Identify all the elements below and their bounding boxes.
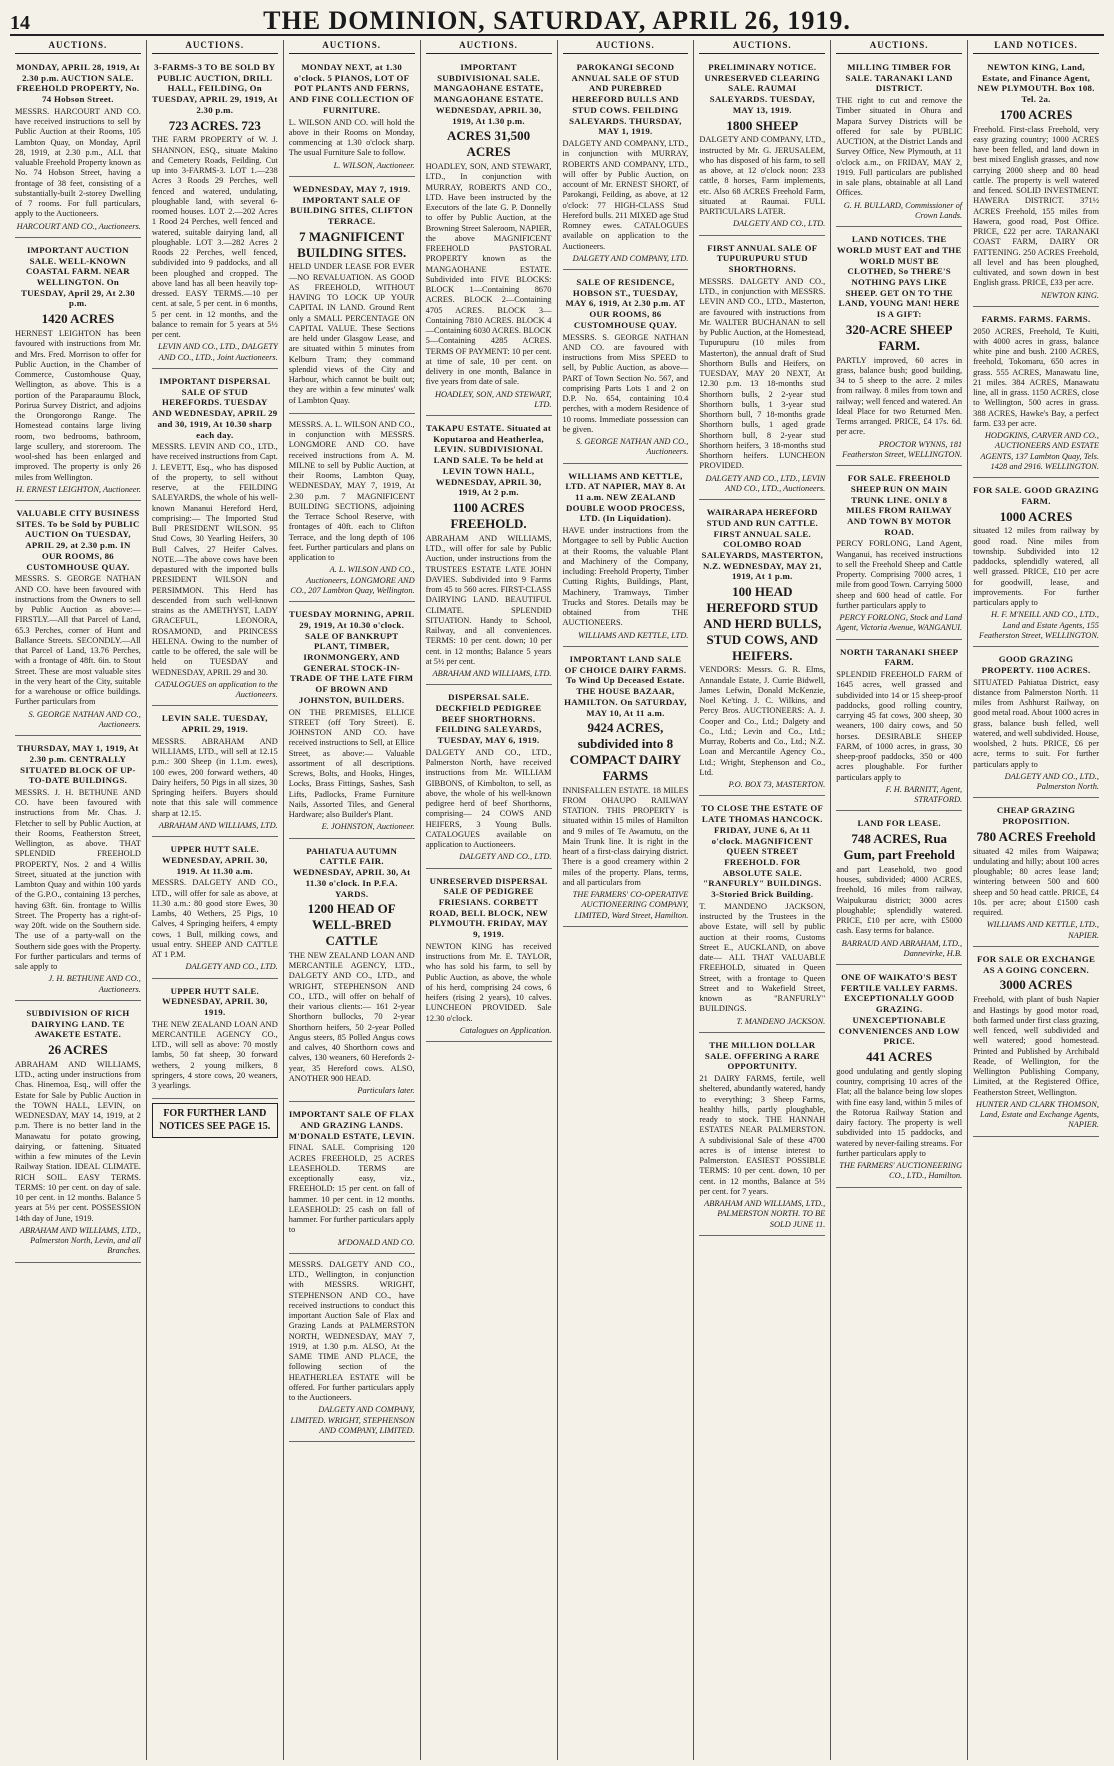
ad-signature: J. H. BETHUNE AND CO., Auctioneers. — [48, 974, 141, 994]
column-heading: AUCTIONS. — [836, 40, 962, 54]
advertisement — [836, 230, 962, 466]
ad-body: THE right to cut and remove the Timber situated in Ohura and Mapara Survey Districts will be offered for sale by PUBLIC AUCTION, at the District Lands and Survey Office, New Plymouth, at 11 o'clock a.m., on FRIDAY, MAY 2, 1919. Full particulars are published in sale plans, obtainable at all Land Offices. — [836, 96, 963, 198]
ad-heading: IMPORTANT SALE OF FLAX AND GRAZING LANDS. M'DONALD ESTATE, LEVIN. — [288, 1109, 415, 1141]
ad-heading: UPPER HUTT SALE. WEDNESDAY, APRIL 30, 1919. At 11.30 a.m. — [162, 844, 268, 876]
advertisement — [563, 58, 689, 270]
ad-heading: FOR SALE. GOOD GRAZING FARM. — [973, 485, 1099, 506]
ad-feature-line: 320-ACRE SHEEP FARM. — [845, 321, 953, 353]
ad-body: THE FARM PROPERTY of W. J. SHANNON, ESQ., situate Makino and Cemetery Roads, Feilding. Cut up into 3-FARMS-3. LOT 1.—238 Acres 3 Roods 29 Perches, well fenced and watered, undulating, ploughable land, with several 6-roomed houses. LOT 2.—202 Acres 1 Rood 24 Perches, well fenced and watered, suitable dairying land, all ploughable. LOT 3.—282 Acres 2 Roods 22 Perches, well fenced, subdivided into 9 paddocks, and all been ploughed and cropped. The above land has all been heavily top-dressed. EASY TERMS.—10 per cent. at sale, 5 per cent. in 6 months, 5 per cent. in 12 months, and the balance to remain for 5 years at 5½ per cent. — [151, 135, 278, 340]
ad-feature-line: 9424 ACRES, subdivided into 8 COMPACT DAIRY FARMS — [569, 720, 682, 783]
ad-heading: WILLIAMS AND KETTLE, LTD. AT NAPIER, MAY 8. At 11 a.m. NEW ZEALAND DOUBLE WOOD PROCESS, LTD. (In Liquidation). — [565, 470, 686, 524]
advertisement — [426, 419, 552, 685]
column-7 — [831, 40, 968, 1760]
ad-signature: NEWTON KING. — [1040, 290, 1099, 300]
ad-heading: PRELIMINARY NOTICE. UNRESERVED CLEARING SALE. RAUMAI SALEYARDS. TUESDAY, MAY 13, 1919. — [704, 61, 821, 115]
advertisement — [152, 840, 278, 978]
ad-body: DALGETY AND COMPANY, LTD., instructed by Mr. G. JERUSALEM, who has disposed of his farm, to sell as above, at 12 o'clock noon: 233 cattle, 8 horses, Farm implements, etc. Also 68 ACRES Freehold Farm, situated at Raumai. FULL PARTICULARS LATER. — [699, 135, 826, 217]
ad-feature-line: 1100 ACRES FREEHOLD. — [450, 500, 527, 531]
ad-heading: TO CLOSE THE ESTATE OF LATE THOMAS HANCOCK. FRIDAY, JUNE 6, At 11 o'clock. MAGNIFICENT QUEEN STREET FREEHOLD. FOR ABSOLUTE SALE. "RANFURLY" BUILDINGS. 3-Storied Brick Building. — [701, 803, 824, 900]
ad-heading: ONE OF WAIKATO'S BEST FERTILE VALLEY FARMS. EXCEPTIONALLY GOOD GRAZING. UNEXCEPTIONABLE CONVENIENCES AND LOW PRICE. — [838, 972, 960, 1047]
ad-body: DALGETY AND CO., LTD., Palmerston North, have received instructions from Mr. WILLIAM GIBBONS, of Kimbolton, to sell, as above, the whole of his well-known pedigree herd of beef Shorthorns, comprising— 24 COWS AND HEIFERS, 3 Young Bulls. CATALOGUES available on application to Auctioneers. — [425, 747, 552, 850]
ad-feature-line: 723 ACRES. 723 — [168, 117, 261, 133]
ad-body: MESSRS. LEVIN AND CO., LTD., have received instructions from Capt. J. LEVETT, Esq., who has disposed of the property, to sell without reserve, at the FEILDING SALEYARDS, the whole of his well-known Mananui Hereford Herd, comprising:— The Imported Stud Bull PRESIDENT WILSON. 95 Stud Cows, 30 Yearling Heifers, 30 Bull Calves, 27 Heifer Calves. NOTE.—The above cows have been depastured with the imported bulls PRESIDENT WILSON and PERSIMMON. This Herd has descended from such well-known strains as the AMETHYST, LADY GRACEFUL, LEONORA, ROSAMOND, and PRINCESS HELENA. Owing to the number of cattle to be offered, the sale will be held on TUESDAY and WEDNESDAY, APRIL 29 and 30. — [151, 442, 278, 677]
ad-body: MESSRS. HARCOURT AND CO. have received instructions to sell by Public Auction at their Rooms, 105 Lambton Quay, on Monday, April 28, 1919, at 2.30 p.m., ALL that valuable Freehold Property known as No. 74 Hobson Street, having a frontage of 38 feet, consisting of a substantially-built 2-storey Dwelling of 7 rooms. For full particulars, apply to the Auctioneers. — [15, 106, 141, 219]
ad-heading: NEWTON KING, Land, Estate, and Finance Agent, NEW PLYMOUTH. Box 108. Tel. 2a. — [977, 61, 1095, 105]
masthead — [10, 6, 1104, 36]
ad-heading: 3-FARMS-3 TO BE SOLD BY PUBLIC AUCTION, DRILL HALL, FEILDING, On TUESDAY, APRIL 29, 1919, At 2.30 p.m. — [152, 61, 278, 115]
ad-heading: TUESDAY MORNING, APRIL 29, 1919, At 10.30 o'clock. SALE OF BANKRUPT PLANT, TIMBER, IRONMONGERY, AND GENERAL STOCK-IN-TRADE OF THE LATE FIRM OF BROWN AND JOHNSTON, BUILDERS. — [288, 609, 415, 705]
ad-signature: PERCY FORLONG, Stock and Land Agent, Victoria Avenue, WANGANUI. — [836, 613, 963, 633]
ad-heading: LAND FOR LEASE. — [857, 818, 941, 829]
ad-signature: LEVIN AND CO., LTD., DALGETY AND CO., LTD., Joint Auctioneers. — [158, 342, 278, 362]
ad-heading: LEVIN SALE. TUESDAY, APRIL 29, 1919. — [161, 713, 268, 735]
ad-body: MESSRS. DALGETY AND CO., LTD., will offer for sale as above, at 11.30 a.m.: 80 good store Ewes, 30 Lambs, 40 Wethers, 25 Pigs, 10 Calves, 4 Springing heifers, 4 empty cows, 1 Bull, milking cows, and usual entry. SHEEP AND CATTLE AT 1 P.M. — [151, 878, 278, 960]
advertisement — [289, 58, 415, 177]
advertisement — [836, 643, 962, 812]
newspaper-title: THE DOMINION, SATURDAY, APRIL 26, 1919. — [263, 6, 851, 35]
ad-signature: DALGETY AND CO., LTD. — [732, 219, 826, 229]
ad-body: situated 42 miles from Waipawa; undulating and hilly; about 100 acres ploughable; 80 acres lease land; wintering between 500 and 600 sheep and 50 head cattle. PRICE, £4 10s. per acre; about £1500 cash required. — [973, 846, 1099, 918]
ad-heading: IMPORTANT AUCTION SALE. WELL-KNOWN COASTAL FARM. NEAR WELLINGTON. On TUESDAY, April 29, At 2.30 p.m. — [20, 244, 135, 309]
advertisement — [426, 688, 552, 868]
ad-feature-line: 1800 SHEEP — [726, 117, 799, 133]
ad-signature: ABRAHAM AND WILLIAMS, LTD. — [432, 669, 552, 678]
advertisement — [152, 709, 278, 837]
ad-body: NEWTON KING has received instructions from Mr. E. TAYLOR, who has sold his farm, to sell by Public Auction, as above, the whole of his herd, comprising 24 cows, 6 heifers (rising 2 years), 10 calves. LUNCHEON PROVIDED. Sale 12.30 o'clock. — [425, 941, 552, 1023]
ad-body: DALGETY AND COMPANY, LTD., in conjunction with MURRAY, ROBERTS AND COMPANY, LTD., will offer by Public Auction, on account of Mr. ERNEST SHORT, of Parokangi, Feilding, as above, at 12 o'clock: 77 HIGH-CLASS Stud Hereford bulls. 211 MIXED age Stud Romney ewes. CATALOGUES available on application to the Auctioneers. — [562, 139, 689, 251]
ad-body: MESSRS. S. GEORGE NATHAN AND CO. are favoured with instructions from Miss SPEED to sell, by Public Auction, as above— PART of Town Section No. 567, and comprising Parts Lots 1 and 2 on D.P. No. 654, containing 10.4 perches, with a modern Residence of 10 rooms. Immediate possession can be given. — [562, 332, 689, 434]
advertisement — [699, 1036, 825, 1236]
ad-body: PARTLY improved, 60 acres in grass, balance bush; good building, 34 to 5 sheep to the acre. 2 miles from railway. 8 miles from town and railway; well fenced and watered. An Ideal Place for two Returned Men. Terms arranged. PRICE, £4 17s. 6d. per acre. — [836, 355, 963, 437]
ad-feature-line: 7 MAGNIFICENT BUILDING SITES. — [297, 228, 407, 260]
column-1 — [10, 40, 147, 1760]
advertisement — [699, 503, 825, 796]
ad-signature: HARCOURT AND CO., Auctioneers. — [16, 221, 141, 231]
advertisement — [289, 180, 415, 414]
land-notices-footer: FOR FURTHER LAND NOTICES SEE PAGE 15. — [152, 1103, 278, 1137]
advertisement — [836, 469, 962, 640]
ad-feature-line: ACRES 31,500 ACRES — [447, 128, 531, 160]
ad-signature: A. L. WILSON AND CO., Auctioneers, LONGMORE AND CO., 207 Lambton Quay, Wellington. — [290, 565, 415, 595]
ad-signature: H. F. M'NEILL AND CO., LTD., Land and Estate Agents, 155 Featherston Street, WELLINGTON. — [978, 610, 1099, 640]
ad-body: PERCY FORLONG, Land Agent, Wanganui, has received instructions to sell the Freehold Sheep and Cattle Property. Comprising 7000 acres, 1 mile from good Town. Carrying 5000 sheep and 600 head of cattle. For further particulars apply to — [836, 539, 963, 610]
advertisement — [152, 58, 278, 369]
column-5 — [558, 40, 695, 1760]
advertisement — [289, 1257, 415, 1442]
ad-signature: HUNTER AND CLARK THOMSON, Land, Estate and Exchange Agents, NAPIER. — [975, 1099, 1099, 1130]
advertisement — [836, 968, 962, 1188]
ad-heading: SUBDIVISION OF RICH DAIRYING LAND. TE AWAKETE ESTATE. — [26, 1007, 130, 1040]
ad-signature: H. ERNEST LEIGHTON, Auctioneer. — [16, 484, 141, 494]
ad-feature-line: 441 ACRES — [866, 1049, 933, 1065]
ad-feature-line: 1200 HEAD OF WELL-BRED CATTLE — [307, 901, 396, 948]
advertisement — [973, 58, 1099, 307]
advertisement — [152, 982, 278, 1100]
ad-signature: Catalogues on Application. — [459, 1025, 552, 1035]
ad-signature: DALGETY AND COMPANY, LIMITED. WRIGHT, STEPHENSON AND COMPANY, LIMITED. — [290, 1405, 415, 1435]
ad-heading: VALUABLE CITY BUSINESS SITES. To be Sold by PUBLIC AUCTION On TUESDAY, APRIL 29, at 2.30 p.m. IN OUR ROOMS, 86 CUSTOMHOUSE QUAY. — [16, 508, 140, 572]
ad-body: MESSRS. A. L. WILSON AND CO., in conjunction with MESSRS. LONGMORE AND CO. have received instructions from A. M. MILNE to sell by Public Auction, at their Rooms, Lambton Quay, WEDNESDAY, MAY 7, 1919, At 2.30 p.m. 7 MAGNIFICENT BUILDING SECTIONS, adjoining the Terrace School Reserve, with frontages of 40ft. each to Clifton Terrace, and the long depth of 106 feet. Further particulars and plans on application to — [288, 419, 415, 563]
ad-heading: GOOD GRAZING PROPERTY. 1100 ACRES. — [981, 654, 1091, 675]
ad-signature: THE FARMERS' AUCTIONEERING CO., LTD., Hamilton. — [839, 1161, 963, 1181]
ad-signature: DALGETY AND CO., LTD. — [459, 852, 552, 862]
ad-signature: WILLIAMS AND KETTLE, LTD. — [578, 630, 689, 640]
advertisement — [699, 58, 825, 236]
advertisement — [15, 739, 141, 1001]
advertisement — [289, 417, 415, 602]
ad-body: T. MANDENO JACKSON, instructed by the Trustees in the above Estate, will sell by public auction at their rooms, Customs Street E., AUCKLAND, on above date— ALL THAT VALUABLE FREEHOLD, situated in Queen Street, with a frontage to Queen Street and to Wakefield Street, known as "RANFURLY" BUILDINGS. — [699, 901, 826, 1014]
column-3 — [284, 40, 421, 1760]
advertisement — [15, 504, 141, 736]
ad-signature: HOADLEY, SON, AND STEWART, LTD. — [434, 389, 552, 409]
advertisement — [836, 814, 962, 965]
ad-heading: MONDAY, APRIL 28, 1919, At 2.30 p.m. AUCTION SALE. FREEHOLD PROPERTY, No. 74 Hobson Street. — [16, 61, 140, 105]
advertisement — [289, 842, 415, 1103]
advertisement — [973, 801, 1099, 947]
ad-heading: CHEAP GRAZING PROPOSITION. — [996, 805, 1076, 827]
ad-body: MESSRS. ABRAHAM AND WILLIAMS, LTD., will sell at 12.15 p.m.: 300 Sheep (in 1.1.m. ewes), 100 ewes, 200 forward wethers, 40 Dairy heifers, 50 Pigs in all sizes, 30 Springing heifers. Buyers should note that this sale will commence sharp at 12.15. — [151, 736, 278, 818]
ad-feature-line: 1420 ACRES — [41, 311, 115, 327]
ad-signature: ABRAHAM AND WILLIAMS, LTD. — [158, 820, 278, 830]
ad-signature: DALGETY AND COMPANY, LTD. — [572, 253, 689, 263]
ad-feature-line: 780 ACRES Freehold — [976, 828, 1096, 844]
ad-body: HAVE under instructions from the Mortgagee to sell by Public Auction at their Rooms, the valuable Plant and Machinery of the Company, including: Freehold Property, Timber Cutting Rights, Buildings, Plant, Machinery, Tramways, Timber Trucks and Stores. Details may be obtained from THE AUCTIONEERS. — [562, 526, 689, 628]
ad-heading: FARMS. FARMS. FARMS. — [981, 313, 1091, 324]
column-6 — [694, 40, 831, 1760]
ad-signature: HODGKINS, CARVER AND CO., AUCTIONEERS AND ESTATE AGENTS, 137 Lambton Quay, Tels. 1428 and 2916. WELLINGTON. — [980, 431, 1099, 471]
ad-signature: CATALOGUES on application to the Auctioneers. — [154, 679, 278, 700]
ad-heading: FOR SALE. FREEHOLD SHEEP RUN ON MAIN TRUNK LINE. ONLY 8 MILES FROM RAILWAY AND TOWN BY MOTOR ROAD. — [846, 473, 953, 537]
ad-heading: LAND NOTICES. THE WORLD MUST EAT and THE WORLD MUST BE CLOTHED, So THERE'S NOTHING PAYS LIKE SHEEP. GET ON TO THE LAND, YOUNG MAN! HERE IS A GIFT: — [836, 234, 962, 320]
ad-body: good undulating and gently sloping country, comprising 10 acres of the Flat; all the balance being low slopes with fine easy land, within 5 miles of the Rotorua Railway Station and dairy factory. The property is well subdivided into 15 paddocks, and watered by never-failing streams. For further particulars apply to — [836, 1066, 963, 1158]
ad-heading: WAIRARAPA HEREFORD STUD AND RUN CATTLE. FIRST ANNUAL SALE. COLOMBO ROAD SALEYARDS, MASTERTON, N.Z. WEDNESDAY, MAY 21, 1919, At 1 p.m. — [701, 507, 824, 582]
advertisement — [973, 650, 1099, 798]
ad-body: 21 DAIRY FARMS, fertile, well sheltered, abundantly watered, handy to everything; 3 Sheep Farms, healthy hills, partly ploughable, ready to stock. THE HANNAH ESTATES NEAR PALMERSTON. A subdivisional Sale of these 4700 acres is of intense interest to Palmerston. EASIEST POSSIBLE TERMS: 10 per cent. down, 10 per cent. in 12 months, Balance at 5½ per cent. for 7 years. — [699, 1074, 826, 1196]
ad-body: ABRAHAM AND WILLIAMS, LTD., acting under instructions from Chas. Hinemoa, Esq., will offer the Estate for Sale by Public Auction in the TOWN HALL, LEVIN, on WEDNESDAY, MAY 14, 1919, at 2 p.m. There is no better land in the Manawatu for potato growing, dairying, or fattening. Situated within a few minutes of the Levin Railway Station. IDEAL CLIMATE. RICH SOIL. EASY TERMS. TERMS: 10 per cent. on day of sale. 10 per cent. in 12 months. Balance 5 years at 5½ per cent. POSSESSION 14th day of June, 1919. — [15, 1059, 141, 1223]
column-heading: AUCTIONS. — [563, 40, 689, 54]
ad-body: FINAL SALE. Comprising 120 ACRES FREEHOLD, 25 ACRES LEASEHOLD. TERMS are exceptionally easy, viz., FREEHOLD: 15 per cent. on fall of hammer. 10 per cent. in 12 months. LEASEHOLD: 25 cash on fall of hammer. For further particulars apply to — [288, 1143, 415, 1235]
ad-feature-line: 100 HEAD HEREFORD STUD AND HERD BULLS, STUD COWS, AND HEIFERS. — [703, 584, 822, 663]
column-4 — [421, 40, 558, 1760]
ad-body: and part Leasehold, two good houses, subdivided; 4000 ACRES, freehold, 16 miles from railway, Waipukurau district; 3000 acres ploughable; splendidly watered. PRICE, £10 per acre, with £5000 cash. Easy terms for balance. — [836, 864, 963, 936]
ad-signature: L. WILSON, Auctioneer. — [333, 160, 415, 170]
columns-container — [10, 40, 1104, 1760]
advertisement — [973, 481, 1099, 647]
ad-signature: G. H. BULLARD, Commissioner of Crown Lands. — [843, 200, 963, 220]
advertisement — [699, 799, 825, 1032]
ad-body: situated 12 miles from railway by good road. Nine miles from township. Subdivided into 12 paddocks, splendidly watered, all well grassed. PRICE, £10 per acre for goodwill, lease, and improvements. For further particulars apply to — [973, 526, 1099, 608]
advertisement — [563, 273, 689, 464]
column-heading: AUCTIONS. — [15, 40, 141, 54]
ad-heading: THE MILLION DOLLAR SALE. OFFERING A RARE OPPORTUNITY. — [704, 1039, 820, 1072]
ad-signature: Particulars later. — [357, 1086, 415, 1096]
ad-feature-line: 748 ACRES, Rua Gum, part Freehold — [843, 831, 955, 862]
ad-body: INNISFALLEN ESTATE. 18 MILES FROM OHAUPO RAILWAY STATION. THIS PROPERTY is situated within 15 miles of Hamilton and 9 miles of Te Awamutu, on the Main Trunk line. It is right in the heart of a first-class dairying district. There is a good creamery within 2 miles of the property. Plans, terms, and all particulars from — [562, 785, 689, 887]
advertisement — [15, 58, 141, 238]
ad-body: MESSRS. S. GEORGE NATHAN AND CO. have been favoured with instructions from the Owners to sell by Public Auction as above:— FIRSTLY.—All that Parcel of Land, 65.3 Perches, corner of Hunt and Ballance Streets. SECONDLY.—All that Parcel of Land, 13.76 Perches, with a frontage of 48ft. 6in. to Stout Street. These are most valuable sites in the very heart of the City, suitable for a warehouse or office buildings. Further particulars from — [15, 574, 141, 707]
ad-heading: FIRST ANNUAL SALE OF TUPURUPURU STUD SHORTHORNS. — [707, 242, 818, 275]
column-heading: AUCTIONS. — [289, 40, 415, 54]
advertisement — [289, 605, 415, 838]
ad-body: SITUATED Pahiatua District, easy distance from Palmerston North. 11 miles from Ashhurst Railway, on good metal road. About 1000 acres in grass, balance bush felled, well watered, and well subdivided. House, woolshed, 2 huts. PRICE, £6 per acre, terms to suit. For further particulars apply to — [973, 677, 1099, 769]
ad-body: L. WILSON AND CO. will hold the above in their Rooms on Monday, commencing at 1.30 o'clock sharp. The usual Furniture Sale to follow. — [288, 117, 415, 158]
advertisement — [289, 1105, 415, 1254]
ad-signature: THE FARMERS' CO-OPERATIVE AUCTIONEERING COMPANY, LIMITED, Ward Street, Hamilton. — [572, 890, 689, 920]
ad-heading: SALE OF RESIDENCE, HOBSON ST., TUESDAY, MAY 6, 1919, At 2.30 p.m. AT OUR ROOMS, 86 CUSTOMHOUSE QUAY. — [565, 277, 686, 330]
ad-heading: FOR SALE OR EXCHANGE AS A GOING CONCERN. — [976, 953, 1096, 975]
ad-body: HELD UNDER LEASE FOR EVER—NO REVALUATION. AS GOOD AS FREEHOLD, WITHOUT HAVING TO LOCK UP YOUR CAPITAL IN LAND. Ground Rent only a SMALL PERCENTAGE ON CAPITAL VALUE. These Sections are held under Glasgow Lease, and are situated within 5 minutes from Kelburn Tram; they command splendid views of the City and Harbour, which cannot be built out; they are within a few minutes' walk of Lambton Quay. — [288, 262, 415, 405]
column-heading: AUCTIONS. — [426, 40, 552, 54]
ad-body: HERNEST LEIGHTON has been favoured with instructions from Mr. and Mrs. Fred. Morrison to offer for Public Auction, in the Chamber of Commerce, Customhouse Quay, Wellington, as above. This is a portion of the Paraparaumu Block, Porirua Survey District, and adjoins the Orongorongo Range. The Homestead contains large living room, two bedrooms, bathroom, large scullery, and storeroom. The wool-shed has been enlarged and improved. The property is only 26 miles from Wellington. — [15, 329, 141, 482]
ad-signature: ABRAHAM AND WILLIAMS, LTD., PALMERSTON NORTH. TO BE SOLD JUNE 11. — [704, 1199, 826, 1229]
advertisement — [836, 58, 962, 227]
column-heading: LAND NOTICES. — [973, 40, 1099, 54]
ad-body: MESSRS. DALGETY AND CO., LTD., in conjunction with MESSRS. LEVIN AND CO., LTD., Masterton, are favoured with instructions from Mr. WALTER BUCHANAN to sell by Public Auction, at the Homestead, Tupurupuru (10 miles from Masterton), the annual draft of Stud Shorthorn Bulls and Heifers, on TUESDAY, MAY 20 NEXT, At 12.30 p.m. 13 18-months stud Shorthorn bulls, 2 2-year stud Shorthorn bulls, 1 3-year stud Shorthorn bull, 7 18-months grade Shorthorn bulls, 1 aged grade Shorthorn bull, 8 2-year stud Shorthorn heifers, 3 18-months stud Shorthorn heifers. LUNCHEON PROVIDED. — [699, 276, 826, 471]
ad-body: THE NEW ZEALAND LOAN AND MERCANTILE AGENCY, LTD., DALGETY AND CO., LTD., and WRIGHT, STEPHENSON AND CO., LTD., will offer on behalf of their various clients:— 161 2-year Shorthorn bullocks, 70 2-year Shorthorn heifers, 50 2-year Polled Angus steers, 85 Polled Angus cows and calves, 40 Shorthorn cows and calves, 130 weaners, 60 Herefords 2-year, 35 Hereford cows. ALSO, ANOTHER 900 HEAD. — [288, 950, 415, 1083]
advertisement — [699, 239, 825, 500]
ad-body: HOADLEY, SON, AND STEWART, LTD., In conjunction with MURRAY, ROBERTS AND CO., LTD. Have been instructed by the Executors of the late G. P. Donnelly to offer by Public Auction, at the Browning Street Saleroom, NAPIER, the above MAGNIFICENT FREEHOLD PASTORAL PROPERTY known as the MANGAOHANE ESTATE. Subdivided into FIVE BLOCKS: BLOCK 1—Containing 8670 ACRES. BLOCK 2—Containing 4705 ACRES. BLOCK 3—Containing 7810 ACRES. BLOCK 4—Containing 6030 ACRES. BLOCK 5—Containing 4285 ACRES. TERMS OF PAYMENT: 10 per cent. at time of sale, 10 per cent. on delivery in one month, Balance in five years from date of sale. — [425, 162, 552, 387]
ad-heading: DISPERSAL SALE. DECKFIELD PEDIGREE BEEF SHORTHORNS. FEILDING SALEYARDS, TUESDAY, MAY 6, 1919. — [435, 692, 542, 746]
ad-feature-line: 26 ACRES — [48, 1042, 108, 1058]
ad-body: SPLENDID FREEHOLD FARM of 1645 acres, well grassed and subdivided into 14 or 15 sheep-proof paddocks, good rolling country, carrying 45 fat cows, 300 sheep, 30 weaners, 100 dairy cows, and 50 horses. DESIRABLE SHEEP FARM, of 1000 acres, in grass, 30 sheep-proof paddocks, 350 or 400 acres ploughable. For further particulars apply to — [836, 670, 963, 782]
advertisement — [15, 1004, 141, 1263]
ad-body: Freehold, with plant of bush Napier and Hastings by good motor road, both farmed under first class grazing, well fenced, well subdivided and well watered; good homestead. Printed and Published by Archibald Reade, of Wellington, for the Wellington Publishing Company, Limited, at the Registered Office, Featherston Street, Wellington. — [973, 995, 1099, 1097]
ad-heading: IMPORTANT LAND SALE OF CHOICE DAIRY FARMS. To Wind Up Deceased Estate. THE HOUSE BAZAAR, HAMILTON. On SATURDAY, MAY 10, At 11 a.m. — [564, 653, 687, 718]
advertisement — [426, 872, 552, 1043]
advertisement — [563, 467, 689, 647]
ad-body: MESSRS. DALGETY AND CO., LTD., Wellington, in conjunction with MESSRS. WRIGHT, STEPHENSON AND CO., have received instructions to conduct this important Auction Sale of Flax and Grazing Lands at PALMERSTON NORTH, WEDNESDAY, MAY 7, 1919, at 1.30 p.m. ALSO, At the SAME TIME AND PLACE, the following section of the HEATHERLEA ESTATE will be offered. For further particulars apply to the Auctioneers. — [288, 1259, 415, 1403]
ad-feature-line: 1000 ACRES — [999, 508, 1073, 524]
ad-heading: MILLING TIMBER FOR SALE. TARANAKI LAND DISTRICT. — [845, 61, 953, 94]
page-number: 14 — [10, 12, 30, 34]
advertisement — [426, 58, 552, 416]
ad-heading: IMPORTANT SUBDIVISIONAL SALE. MANGAOHANE ESTATE, MANGAOHANE ESTATE. WEDNESDAY, APRIL 30, 1919, At 1.30 p.m. — [433, 61, 544, 126]
ad-body: ON THE PREMISES, ELLICE STREET (off Tory Street). E. JOHNSTON AND CO. have received instructions to Sell, at Ellice Street, as above:— Valuable assortment of all descriptions. Screws, Bolts, and Hooks, Hinges, Locks, Brass Fittings, Sashes, Sash Lifts, Padlocks, Frame Furniture Nails, Assorted Tiles, and General Hardware; also Builder's Plant. — [288, 707, 415, 820]
ad-signature: S. GEORGE NATHAN AND CO., Auctioneers. — [28, 709, 141, 729]
column-2 — [147, 40, 284, 1760]
ad-signature: DALGETY AND CO., LTD., LEVIN AND CO., LTD., Auctioneers. — [705, 473, 826, 493]
ad-heading: THURSDAY, MAY 1, 1919, At 2.30 p.m. CENTRALLY SITUATED BLOCK OF UP-TO-DATE BUILDINGS. — [17, 743, 139, 786]
ad-signature: BARRAUD AND ABRAHAM, LTD., Dannevirke, H.B. — [841, 938, 963, 958]
column-8 — [968, 40, 1104, 1760]
ad-heading: WEDNESDAY, MAY 7, 1919. IMPORTANT SALE OF BUILDING SITES, CLIFTON TERRACE. — [290, 183, 414, 226]
ad-signature: DALGETY AND CO., LTD. — [185, 962, 278, 972]
ad-signature: M'DONALD AND CO. — [337, 1237, 415, 1247]
ad-body: 2050 ACRES, Freehold, Te Kuiti, with 4000 acres in grass, balance white pine and bush. 2100 ACRES, freehold, Tokomaru, 650 acres in grass. 555 ACRES, Manawatu line, 21 miles. 384 ACRES, Manawatu line, all in grass. 1150 ACRES, close to Wellington, 500 acres in grass. 388 ACRES, Hawke's Bay, a perfect farm. £33 per acre. — [973, 326, 1099, 428]
ad-heading: MONDAY NEXT, at 1.30 o'clock. 5 PIANOS, LOT OF POT PLANTS AND FERNS, AND FINE COLLECTION OF FURNITURE. — [289, 61, 415, 115]
ad-heading: TAKAPU ESTATE. Situated at Koputaroa and Heatherlea, LEVIN. SUBDIVISIONAL LAND SALE. To be held at LEVIN TOWN HALL, WEDNESDAY, APRIL 30, 1919, At 2 p.m. — [426, 423, 552, 498]
ad-signature: T. MANDENO JACKSON. — [736, 1016, 826, 1026]
ad-body: VENDORS: Messrs. G. R. Elms, Annandale Estate, J. Currie Bidwell, James Lefwin, Donald McKenzie, Noel Ke'ting. J. C. Wilkins, and Percy Bros. AUCTIONEERS: A. J. Cooper and Co., Ltd.; Dalgety and Co., Ltd.; Levin and Co., Ltd.; Murray, Roberts and Co., Ltd.; N.Z. Loan and Mercantile Agency Co., Ltd.; Wright, Stephenson and Co., Ltd. — [699, 665, 826, 777]
ad-body: MESSRS. J. H. BETHUNE AND CO. have been favoured with instructions from Mr. Chas. J. Fletcher to sell by Public Auction, at their Rooms, Featherston Street, Wellington, as above. THAT SPLENDID FREEHOLD PROPERTY, Nos. 2 and 4 Willis Street, situated at the junction with Lambton Quay and within 100 yards of the G.P.O., containing 13 perches, having 63ft. 6in. frontage to Willis Street. The Property has a right-of-way 20ft. wide on the Southern side. The use of a party-wall on the Southern side goes with the Property. For further particulars and terms of sale apply to — [15, 787, 141, 972]
ad-heading: UNRESERVED DISPERSAL SALE OF PEDIGREE FRIESIANS. CORBETT ROAD, BELL BLOCK, NEW PLYMOUTH. FRIDAY, MAY 9, 1919. — [429, 875, 549, 940]
ad-heading: PAHIATUA AUTUMN CATTLE FAIR. WEDNESDAY, APRIL 30, At 11.30 o'clock. In P.F.A. YARDS. — [292, 845, 411, 899]
ad-signature: F. H. BARNITT, Agent, STRATFORD. — [885, 784, 963, 805]
ad-heading: IMPORTANT DISPERSAL SALE OF STUD HEREFORDS. TUESDAY AND WEDNESDAY, APRIL 29 and 30, 1919, At 10.30 sharp each day. — [152, 375, 278, 440]
advertisement — [973, 310, 1099, 478]
ad-signature: DALGETY AND CO., LTD., Palmerston North. — [1004, 771, 1099, 792]
ad-signature: S. GEORGE NATHAN AND CO., Auctioneers. — [576, 437, 689, 457]
advertisement — [973, 950, 1099, 1137]
advertisement — [15, 241, 141, 501]
column-heading: AUCTIONS. — [699, 40, 825, 54]
ad-signature: E. JOHNSTON, Auctioneer. — [321, 822, 415, 832]
column-heading: AUCTIONS. — [152, 40, 278, 54]
ad-body: ABRAHAM AND WILLIAMS, LTD., will offer for sale by Public Auction, under instructions from the TRUSTEES ESTATE LATE JOHN DAVIES. Subdivided into 9 Farms from 45 to 560 acres. FIRST-CLASS DAIRYING LAND. BEAUTIFUL CLIMATE. SPLENDID SITUATION. Handy to School, Railway, and all conveniences. TERMS: 10 per cent. down; 10 per cent. in 12 months; Balance 5 years at 5½ per cent. — [425, 533, 552, 666]
ad-heading: UPPER HUTT SALE. WEDNESDAY, APRIL 30, 1919. — [162, 985, 268, 1018]
ad-feature-line: 3000 ACRES — [999, 977, 1073, 993]
ad-feature-line: 1700 ACRES — [999, 106, 1073, 122]
ad-body: Freehold. First-class Freehold, very easy grazing country; 1000 ACRES have been felled, and land down in best mixed English grasses, and now carrying 2000 sheep and 80 head cattle. The property is well watered and fenced. SOLID INVESTMENT. HAWERA DISTRICT. 371½ ACRES Freehold, 155 miles from Hawera, good road, Post Office. PRICE, £22 per acre. TARANAKI COAST FARM, DAIRY OR FATTENING. 250 ACRES Freehold, all level and has been ploughed, cultivated, and sown down in best English grass. PRICE, £33 per acre. — [973, 124, 1099, 288]
ad-signature: WILLIAMS AND KETTLE, LTD., NAPIER. — [986, 920, 1099, 940]
ad-heading: NORTH TARANAKI SHEEP FARM. — [840, 646, 959, 668]
ad-signature: P.O. BOX 73, MASTERTON. — [728, 780, 826, 790]
ad-signature: ABRAHAM AND WILLIAMS, LTD., Palmerston North, Levin, and all Branches. — [19, 1225, 141, 1256]
advertisement — [563, 650, 689, 927]
ad-heading: PAROKANGI SECOND ANNUAL SALE OF STUD AND PUREBRED HEREFORD BULLS AND STUD COWS. FEILDING SALEYARDS. THURSDAY, MAY 1, 1919. — [569, 61, 682, 137]
advertisement — [152, 372, 278, 707]
ad-signature: PROCTOR WYNNS, 181 Featherston Street, WELLINGTON. — [842, 439, 963, 459]
ad-body: THE NEW ZEALAND LOAN AND MERCANTILE AGENCY CO., LTD., will sell as above: 70 mostly lambs, 50 fat sheep, 30 forward wethers, 2 young milkers, 8 springers, 4 store cows, 20 weaners, 3 yearlings. — [151, 1019, 278, 1091]
